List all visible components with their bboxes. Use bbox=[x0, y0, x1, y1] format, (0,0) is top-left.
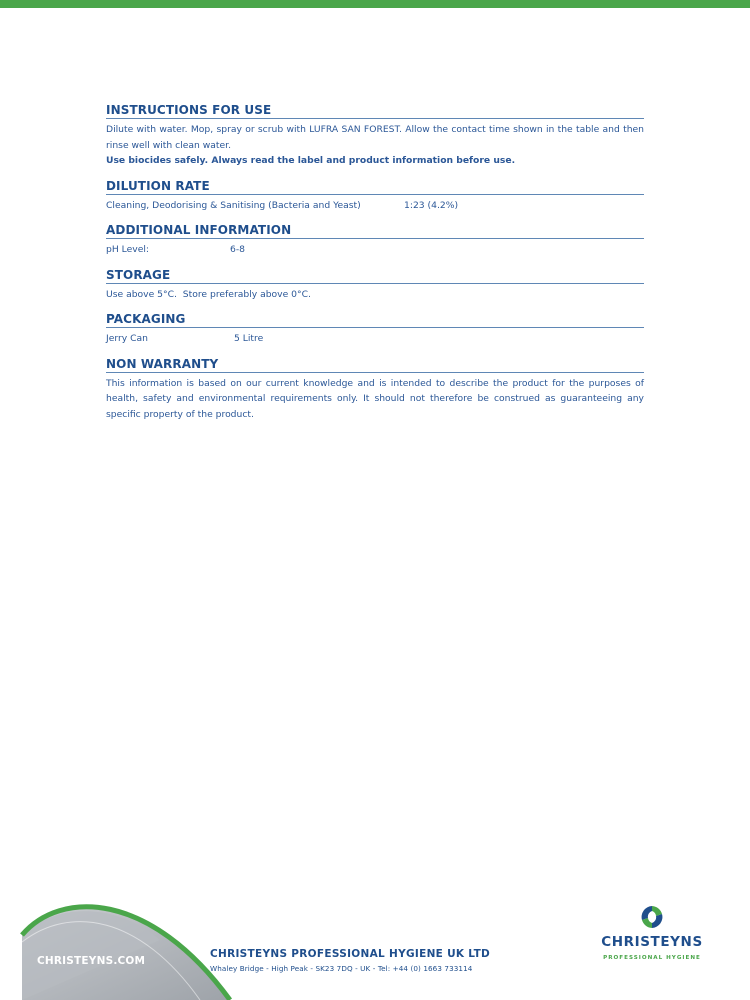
logo-name: CHRISTEYNS bbox=[601, 934, 703, 950]
instructions-text: Dilute with water. Mop, spray or scrub with LUFRA SAN FOREST. Allow the contact time shown in the table and then rinse well with clean water. bbox=[106, 124, 644, 151]
section-title-additional: ADDITIONAL INFORMATION bbox=[106, 223, 644, 239]
section-storage bbox=[106, 268, 644, 303]
packaging-label: Jerry Can bbox=[106, 333, 148, 344]
storage-text: Use above 5°C. Store preferably above 0°C. bbox=[106, 288, 311, 300]
document-body bbox=[106, 103, 644, 432]
company-address: Whaley Bridge - High Peak - SK23 7DQ - UK - Tel: +44 (0) 1663 733114 bbox=[210, 964, 473, 973]
biocide-warning: Use biocides safely. Always read the label and product information before use. bbox=[106, 155, 516, 166]
top-accent-bar bbox=[0, 0, 750, 8]
packaging-value: 5 Litre bbox=[234, 333, 264, 344]
page-footer bbox=[0, 860, 750, 1000]
section-title-dilution: DILUTION RATE bbox=[106, 179, 644, 195]
section-title-storage: STORAGE bbox=[106, 268, 644, 284]
website-url[interactable]: CHRISTEYNS.COM bbox=[37, 955, 146, 967]
section-packaging bbox=[106, 312, 644, 347]
section-title-packaging: PACKAGING bbox=[106, 312, 644, 328]
packaging-row bbox=[106, 331, 644, 347]
dilution-value: 1:23 (4.2%) bbox=[404, 199, 459, 211]
section-warranty bbox=[106, 357, 644, 423]
logo-subtitle: PROFESSIONAL HYGIENE bbox=[603, 955, 701, 961]
section-dilution bbox=[106, 179, 644, 214]
warranty-text: This information is based on our current knowledge and is intended to describe the product for the purposes of health, safety and environmental requirements only. It should not therefore be construed as guaranteeing any specific property of the product. bbox=[106, 377, 644, 420]
dilution-row bbox=[106, 198, 644, 214]
christeyns-logo bbox=[590, 904, 714, 961]
company-name: CHRISTEYNS PROFESSIONAL HYGIENE UK LTD bbox=[210, 948, 491, 960]
section-title-warranty: NON WARRANTY bbox=[106, 357, 644, 373]
ph-label: pH Level: bbox=[106, 244, 150, 255]
dilution-label: Cleaning, Deodorising & Sanitising (Bacteria and Yeast) bbox=[106, 199, 361, 211]
section-title-instructions: INSTRUCTIONS FOR USE bbox=[106, 103, 644, 119]
logo-mark-icon bbox=[639, 904, 665, 930]
ph-row bbox=[106, 242, 644, 258]
ph-value: 6-8 bbox=[230, 244, 246, 255]
section-instructions bbox=[106, 103, 644, 169]
footer-wave-graphic bbox=[0, 860, 260, 1000]
section-additional bbox=[106, 223, 644, 258]
